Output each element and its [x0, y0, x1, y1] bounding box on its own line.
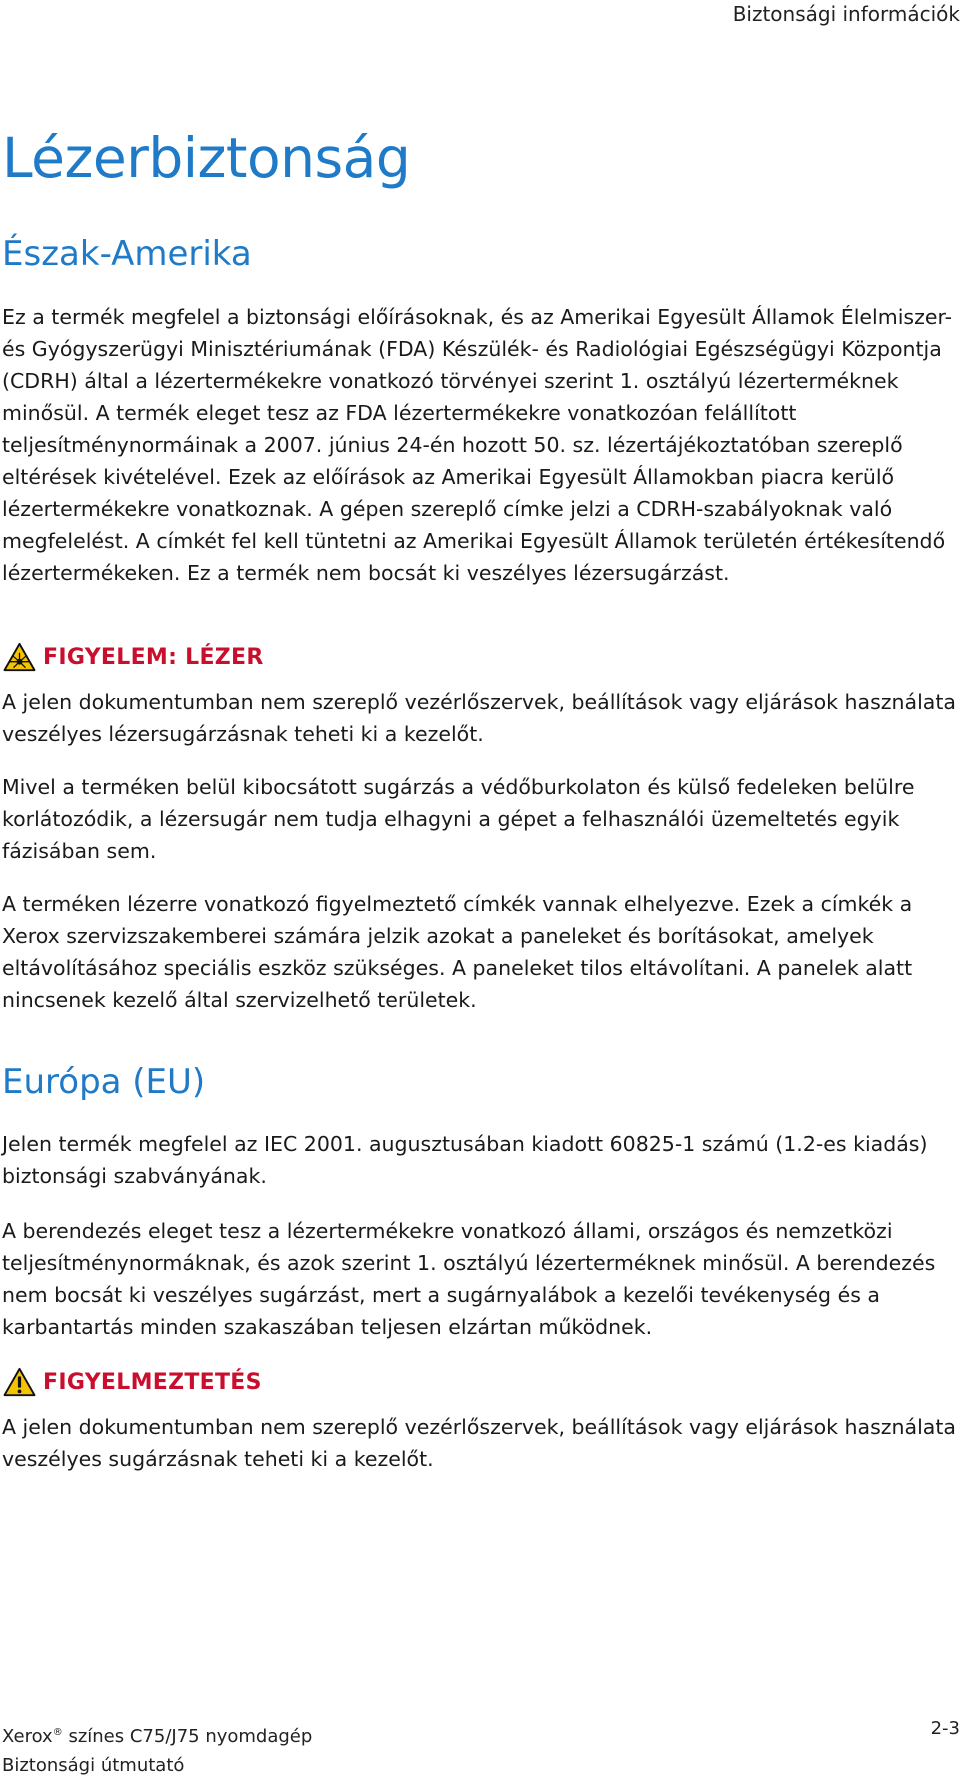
caution-warning [2, 1364, 262, 1400]
registered-mark: ® [52, 1727, 63, 1738]
paragraph-radiation-containment: Mivel a terméken belül kibocsátott sugárzás a védőburkolaton és külső fedeleken belülre korlátozódik, a lézersugár nem tudja elhagyni a gépet a felhasználói üzemeltetés egyik fázisában sem. [2, 775, 915, 863]
caution-warning-label: FIGYELMEZTETÉS [43, 1369, 262, 1395]
page-title: Lézerbiztonság [2, 126, 411, 190]
section-heading-north-america: Észak-Amerika [2, 234, 252, 274]
running-header: Biztonsági információk [732, 2, 960, 26]
section-heading-europe: Európa (EU) [2, 1062, 206, 1102]
footer-brand: Xerox [2, 1726, 53, 1747]
footer-product-line [2, 1718, 312, 1751]
caution-icon [2, 1367, 37, 1397]
footer-product-info [2, 1718, 312, 1780]
page-number: 2-3 [930, 1718, 960, 1739]
footer-product: színes C75/J75 nyomdagép [62, 1726, 313, 1747]
laser-warning [2, 639, 264, 675]
paragraph-iec-standard: Jelen termék megfelel az IEC 2001. augusztusában kiadott 60825-1 számú (1.2-es kiadás) biztonsági szabványának. [2, 1132, 928, 1188]
laser-warning-icon [2, 642, 37, 672]
footer-guide-name: Biztonsági útmutató [2, 1755, 185, 1776]
paragraph-na-compliance: Ez a termék megfelel a biztonsági előírásoknak, és az Amerikai Egyesült Államok Élelmiszer- és Gyógyszerügyi Minisztériumának (FDA) Készülék- és Radiológiai Egészségügyi Központja (CDRH) által a lézertermékekre vonatkozó törvényei szerint 1. osztályú lézerterméknek minősül. A termék eleget tesz az FDA lézertermékekre vonatkozóan felállított teljesítménynormáinak a 2007. június 24-én hozott 50. sz. lézertájékoztatóban szereplő eltérések kivételével. Ezek az előírások az Amerikai Egyesült Államokban piacra kerülő lézertermékekre vonatkoznak. A gépen szereplő címke jelzi a CDRH-szabályoknak való megfelelést. A címkét fel kell tüntetni az Amerikai Egyesült Államok területén értékesítendő lézertermékeken. Ez a termék nem bocsát ki veszélyes lézersugárzást. [2, 305, 952, 585]
paragraph-laser-warning: A jelen dokumentumban nem szereplő vezérlőszervek, beállítások vagy eljárások használata veszélyes lézersugárzásnak teheti ki a kezelőt. [2, 690, 956, 746]
laser-warning-label: FIGYELEM: LÉZER [43, 644, 264, 670]
paragraph-warning-labels: A terméken lézerre vonatkozó figyelmeztető címkék vannak elhelyezve. Ezek a címkék a Xerox szervizszakemberei számára jelzik azokat a paneleket és borításokat, amelyek eltávolításához speciális eszköz szükséges. A paneleket tilos eltávolítani. A panelek alatt nincsenek kezelő által szervizelhető területek. [2, 892, 913, 1012]
paragraph-eu-compliance: A berendezés eleget tesz a lézertermékekre vonatkozó állami, országos és nemzetközi teljesítménynormáknak, és azok szerint 1. osztályú lézerterméknek minősül. A berendezés nem bocsát ki veszélyes sugárzást, mert a sugárnyalábok a kezelői tevékenység és a karbantartás minden szakaszában teljesen elzártan működnek. [2, 1219, 936, 1339]
paragraph-caution: A jelen dokumentumban nem szereplő vezérlőszervek, beállítások vagy eljárások használata veszélyes sugárzásnak teheti ki a kezelőt. [2, 1415, 956, 1471]
